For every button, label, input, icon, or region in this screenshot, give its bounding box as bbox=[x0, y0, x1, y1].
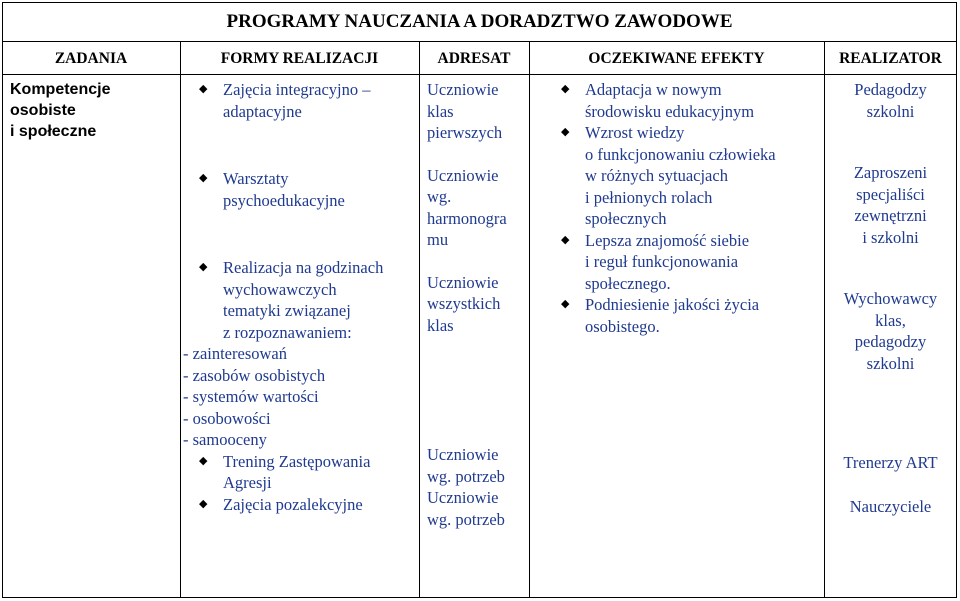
list-item bbox=[555, 122, 820, 230]
sub-item: - zasobów osobistych bbox=[183, 365, 326, 385]
sub-item: - zainteresowań bbox=[183, 344, 287, 363]
realizator-group bbox=[824, 452, 957, 474]
realizator-group bbox=[824, 162, 957, 248]
adresat-line: wg. potrzeb bbox=[427, 466, 505, 486]
page-title-text: PROGRAMY NAUCZANIA A DORADZTWO ZAWODOWE bbox=[226, 10, 733, 32]
list-item-text: ◆ Zajęcia integracyjno – bbox=[223, 80, 371, 99]
list-item-text: i pełnionych rolach bbox=[585, 187, 713, 207]
adresat-line: Uczniowie bbox=[427, 272, 499, 292]
zadania-line: osobiste bbox=[10, 102, 76, 119]
list-item-text: ◆ Warsztaty bbox=[223, 169, 289, 188]
realizator-line: Trenerzy ART bbox=[843, 453, 938, 472]
sub-item: - systemów wartości bbox=[183, 387, 319, 406]
adresat-group bbox=[427, 444, 527, 530]
header-adresat: ADRESAT bbox=[437, 49, 511, 67]
realizator-line: Nauczyciele bbox=[849, 496, 932, 516]
adresat-line: klas bbox=[427, 315, 454, 335]
list-item bbox=[193, 451, 415, 494]
list-item-text: i reguł funkcjonowania bbox=[585, 252, 739, 271]
adresat-group bbox=[427, 165, 527, 251]
list-item-text: osobistego. bbox=[585, 316, 660, 336]
realizator-group bbox=[824, 496, 957, 518]
realizator-cell bbox=[824, 79, 957, 517]
list-item-text: środowisku edukacyjnym bbox=[585, 101, 755, 121]
adresat-line: Uczniowie bbox=[427, 488, 499, 507]
adresat-line: Uczniowie bbox=[427, 445, 499, 464]
list-item bbox=[193, 257, 415, 343]
zadania-line: Kompetencje bbox=[10, 81, 111, 98]
realizator-line: szkolni bbox=[866, 101, 915, 121]
sub-list bbox=[183, 343, 415, 451]
adresat-line: Uczniowie bbox=[427, 165, 499, 185]
adresat-line: klas bbox=[427, 101, 454, 121]
realizator-line: i szkolni bbox=[862, 227, 919, 247]
column-divider bbox=[180, 42, 181, 598]
list-item bbox=[555, 79, 820, 122]
adresat-line: Uczniowie bbox=[427, 80, 499, 99]
list-item-text: ◆ Adaptacja w nowym bbox=[585, 80, 722, 99]
zadania-cell bbox=[10, 79, 110, 142]
list-item-text: o funkcjonowaniu człowieka bbox=[585, 144, 776, 164]
realizator-line: Pedagodzy bbox=[854, 80, 927, 99]
realizator-line: specjaliści bbox=[856, 184, 925, 204]
column-divider bbox=[419, 42, 420, 598]
realizator-line: klas, bbox=[875, 310, 906, 330]
header-realizator: REALIZATOR bbox=[839, 49, 942, 67]
formy-cell bbox=[183, 79, 415, 515]
list-item-text: tematyki związanej bbox=[223, 301, 351, 320]
list-item-text: społecznych bbox=[585, 209, 667, 228]
list-item-text: ◆ Wzrost wiedzy bbox=[585, 123, 685, 142]
list-item-text: wychowawczych bbox=[223, 279, 337, 299]
zadania-line: i społeczne bbox=[10, 123, 97, 140]
page-title bbox=[2, 2, 957, 42]
adresat-line: wszystkich bbox=[427, 294, 501, 313]
header-efekty: OCZEKIWANE EFEKTY bbox=[588, 49, 765, 67]
list-item-text: z rozpoznawaniem: bbox=[223, 322, 352, 342]
list-item-text: społecznego. bbox=[585, 273, 671, 293]
realizator-group bbox=[824, 288, 957, 374]
list-item bbox=[193, 79, 415, 122]
list-item bbox=[193, 168, 415, 211]
realizator-line: Wychowawcy bbox=[843, 289, 938, 308]
adresat-line: wg. bbox=[427, 187, 452, 206]
sub-item: - samooceny bbox=[183, 430, 267, 449]
list-item-text: ◆ Zajęcia pozalekcyjne bbox=[223, 494, 363, 514]
list-item-text: ◆ Trening Zastępowania bbox=[223, 451, 371, 471]
list-item bbox=[555, 294, 820, 337]
sub-item: - osobowości bbox=[183, 408, 271, 428]
realizator-group bbox=[824, 79, 957, 122]
realizator-line: Zaproszeni bbox=[853, 163, 928, 182]
header-formy: FORMY REALIZACJI bbox=[220, 49, 379, 67]
efekty-cell bbox=[555, 79, 820, 337]
adresat-group bbox=[427, 272, 527, 337]
adresat-cell bbox=[427, 79, 527, 530]
adresat-line: mu bbox=[427, 230, 449, 249]
column-divider bbox=[529, 42, 530, 598]
adresat-line: wg. potrzeb bbox=[427, 509, 505, 529]
adresat-line: pierwszych bbox=[427, 123, 503, 142]
realizator-line: pedagodzy bbox=[854, 332, 927, 351]
table-header-row bbox=[2, 42, 957, 75]
adresat-group bbox=[427, 79, 527, 144]
list-item-text: ◆ Lepsza znajomość siebie bbox=[585, 230, 750, 250]
list-item-text: psychoedukacyjne bbox=[223, 190, 345, 210]
list-item-text: w różnych sytuacjach bbox=[585, 166, 728, 185]
list-item-text: Agresji bbox=[223, 473, 272, 492]
list-item-text: ◆ Podniesienie jakości życia bbox=[585, 295, 760, 314]
adresat-line: harmonogra bbox=[427, 208, 507, 228]
list-item bbox=[555, 230, 820, 295]
list-item bbox=[193, 494, 415, 516]
realizator-line: zewnętrzni bbox=[854, 206, 927, 225]
list-item-text: ◆ Realizacja na godzinach bbox=[223, 258, 384, 277]
realizator-line: szkolni bbox=[866, 353, 915, 373]
list-item-text: adaptacyjne bbox=[223, 101, 302, 121]
header-zadania: ZADANIA bbox=[54, 49, 128, 67]
